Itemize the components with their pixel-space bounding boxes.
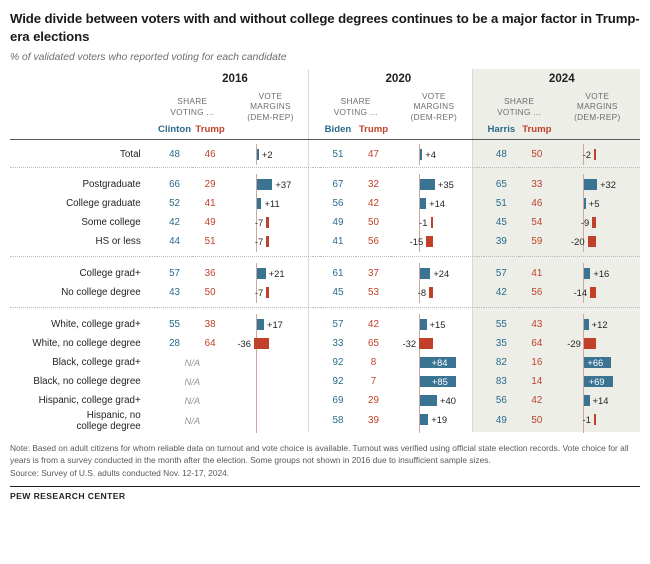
- dem-share: 65: [495, 178, 507, 190]
- rep-share: 50: [368, 216, 379, 228]
- margin-bar: [420, 268, 430, 279]
- row-label: Some college: [81, 216, 141, 228]
- rep-candidate-2024: Trump: [522, 124, 552, 136]
- margin-cell-y2016: [228, 334, 313, 353]
- margin-value: -29: [567, 337, 581, 349]
- margin-cell-y2024: [555, 315, 640, 334]
- margin-cell-y2020: [391, 264, 476, 283]
- margin-bar: [420, 414, 428, 425]
- margin-value: -9: [580, 216, 590, 228]
- rep-share: 38: [204, 318, 216, 330]
- margin-bar: [588, 236, 596, 247]
- rep-share: 64: [204, 337, 216, 349]
- rep-share: 50: [204, 286, 216, 298]
- share-voting-header: SHARE VOTING ...: [497, 96, 542, 117]
- rep-share: 14: [531, 375, 543, 387]
- dem-share: 39: [495, 235, 507, 247]
- rep-share: 49: [204, 216, 216, 228]
- brand-label: PEW RESEARCH CENTER: [10, 486, 640, 501]
- vote-margins-header: VOTE MARGINS (DEM-REP): [410, 91, 458, 122]
- rep-candidate-2020: Trump: [358, 124, 389, 136]
- margin-cell-y2016: [228, 410, 313, 433]
- margin-value: -32: [402, 337, 417, 349]
- dem-share: 51: [495, 197, 507, 209]
- margin-bar: [594, 414, 596, 425]
- dem-share: 58: [332, 415, 344, 427]
- margin-bar: [266, 287, 269, 298]
- margin-value: -15: [409, 235, 424, 247]
- margin-value: +37: [275, 178, 292, 190]
- margin-cell-y2020: [391, 410, 476, 433]
- dem-candidate-2020: Biden: [324, 124, 352, 136]
- dem-share: 92: [332, 356, 344, 368]
- rep-share: 39: [368, 415, 379, 427]
- margin-bar: [584, 395, 590, 406]
- margin-cell-y2024: [555, 145, 640, 164]
- share-voting-header: SHARE VOTING ...: [333, 96, 378, 117]
- na-cell: N/A: [184, 415, 201, 427]
- margin-bar: [254, 338, 269, 349]
- margin-cell-y2016: [228, 145, 313, 164]
- dem-share: 45: [332, 286, 344, 298]
- margin-value: -1: [419, 216, 428, 228]
- margin-cell-y2016: [228, 283, 313, 302]
- na-cell: N/A: [184, 356, 201, 368]
- margin-bar: [257, 268, 266, 279]
- margin-cell-y2016: [228, 315, 313, 334]
- year-header-2024: 2024: [548, 72, 575, 86]
- dem-share: 35: [495, 337, 507, 349]
- margin-cell-y2024: [555, 391, 640, 410]
- footnote: Note: Based on adult citizens for whom reliable data on turnout and vote choice is available. Turnout was verified using official state election records. Vote choice for all years is from a survey conducted in the month after the election. Some groups not shown in 2016 due to insufficient sample sizes.: [10, 443, 629, 466]
- rep-share: 56: [368, 235, 379, 247]
- dem-share: 48: [169, 148, 181, 160]
- row-label: Total: [120, 148, 141, 160]
- table-row: [10, 194, 640, 213]
- margin-cell-y2024: [555, 175, 640, 194]
- dem-share: 92: [332, 375, 344, 387]
- rep-share: 36: [204, 267, 216, 279]
- margin-cell-y2024: [555, 410, 640, 433]
- rep-share: 43: [531, 318, 543, 330]
- rep-share: 51: [204, 235, 216, 247]
- dem-share: 69: [332, 394, 344, 406]
- rep-share: 50: [531, 415, 543, 427]
- table-row: [10, 410, 640, 433]
- margin-value: +5: [588, 197, 600, 209]
- margin-cell-y2020: [391, 175, 476, 194]
- margin-cell-y2016: [228, 175, 313, 194]
- page-title: Wide divide between voters with and without college degrees continues to be a major factor in Trump-era elections: [10, 11, 640, 44]
- rep-share: 41: [204, 197, 216, 209]
- rep-candidate-2016: Trump: [195, 124, 225, 136]
- margin-cell-y2016: [228, 232, 313, 251]
- margin-cell-y2020: [391, 213, 476, 232]
- margin-bar: [420, 319, 426, 330]
- rep-share: 37: [368, 267, 379, 279]
- table-row: [10, 213, 640, 232]
- vote-margins-header: VOTE MARGINS (DEM-REP): [574, 91, 621, 122]
- dem-share: 52: [169, 197, 181, 209]
- table-row: [10, 353, 640, 372]
- margin-value: +14: [429, 197, 446, 209]
- table-row: [10, 264, 640, 283]
- chart-area: [10, 69, 640, 432]
- margin-value: -7: [254, 286, 264, 298]
- rep-share: 54: [531, 216, 543, 228]
- rep-share: 64: [531, 337, 543, 349]
- dem-share: 42: [495, 286, 507, 298]
- chart-subtitle: % of validated voters who reported voting for each candidate: [10, 52, 287, 64]
- margin-value: -1: [582, 413, 591, 425]
- margin-value: +12: [591, 318, 608, 330]
- rep-share: 16: [531, 356, 543, 368]
- candidate-header-row: [10, 124, 640, 140]
- margin-cell-y2020: [391, 283, 476, 302]
- table-row: [10, 175, 640, 194]
- year-header-row: [10, 69, 640, 91]
- margin-bar: [584, 268, 591, 279]
- margin-cell-y2024: [555, 372, 640, 391]
- rep-share: 29: [368, 394, 379, 406]
- dem-share: 82: [495, 356, 507, 368]
- rep-share: 56: [531, 286, 543, 298]
- rep-share: 47: [368, 148, 379, 160]
- rep-share: 65: [368, 337, 379, 349]
- column-subheader-row: [10, 91, 640, 124]
- dem-share: 61: [332, 267, 344, 279]
- table-row: [10, 391, 640, 410]
- margin-cell-y2016: [228, 213, 313, 232]
- margin-value: +32: [600, 178, 616, 190]
- rep-share: 7: [370, 375, 377, 387]
- dem-share: 41: [332, 235, 344, 247]
- margin-bar: [584, 179, 597, 190]
- margin-cell-y2020: [391, 232, 476, 251]
- margin-cell-y2024: [555, 194, 640, 213]
- margin-bar: [594, 149, 596, 160]
- margin-bar: [420, 198, 426, 209]
- margin-value: +35: [437, 178, 454, 190]
- margin-bar: [590, 287, 596, 298]
- rep-share: 46: [531, 197, 543, 209]
- margin-value: +19: [431, 413, 448, 425]
- margin-value: -7: [254, 235, 264, 247]
- vote-table: [10, 69, 640, 432]
- margin-value: +66: [587, 356, 604, 368]
- dem-share: 42: [169, 216, 181, 228]
- vote-margins-header: VOTE MARGINS (DEM-REP): [247, 91, 294, 122]
- table-row: [10, 334, 640, 353]
- margin-bar: [426, 236, 432, 247]
- table-row: [10, 283, 640, 302]
- margin-value: +2: [261, 148, 273, 160]
- margin-cell-y2020: [391, 391, 476, 410]
- margin-cell-y2020: [391, 334, 476, 353]
- margin-cell-y2024: [555, 283, 640, 302]
- dem-share: 44: [169, 235, 181, 247]
- margin-value: +69: [588, 375, 605, 387]
- margin-cell-y2016: [228, 353, 313, 372]
- margin-cell-y2020: [391, 145, 476, 164]
- margin-cell-y2024: [555, 353, 640, 372]
- margin-cell-y2016: [228, 194, 313, 213]
- margin-bar: [584, 319, 589, 330]
- row-label: White, no college degree: [32, 337, 141, 349]
- dem-candidate-2024: Harris: [487, 124, 516, 136]
- row-label: No college degree: [61, 286, 141, 298]
- dem-share: 51: [332, 148, 344, 160]
- table-row: [10, 315, 640, 334]
- rep-share: 41: [531, 267, 543, 279]
- margin-cell-y2020: [391, 315, 476, 334]
- margin-cell-y2024: [555, 213, 640, 232]
- margin-value: -2: [582, 148, 591, 160]
- dem-share: 33: [332, 337, 344, 349]
- dem-share: 57: [495, 267, 507, 279]
- dem-share: 45: [495, 216, 507, 228]
- margin-value: -36: [237, 337, 251, 349]
- margin-value: +21: [268, 267, 285, 279]
- margin-value: +16: [593, 267, 610, 279]
- na-cell: N/A: [184, 375, 201, 387]
- margin-value: +85: [431, 375, 448, 387]
- margin-value: -7: [254, 216, 264, 228]
- margin-bar: [584, 198, 586, 209]
- margin-value: +15: [429, 318, 446, 330]
- dem-share: 56: [495, 394, 507, 406]
- margin-cell-y2024: [555, 264, 640, 283]
- margin-cell-y2024: [555, 334, 640, 353]
- margin-value: +11: [264, 197, 280, 209]
- row-label: Postgraduate: [82, 178, 141, 190]
- margin-value: +24: [433, 267, 450, 279]
- row-label: Hispanic, no college degree: [76, 409, 141, 432]
- margin-bar: [257, 179, 273, 190]
- dem-share: 43: [169, 286, 181, 298]
- rep-share: 42: [531, 394, 543, 406]
- dem-share: 49: [332, 216, 344, 228]
- margin-bar: [420, 395, 437, 406]
- margin-cell-y2020: [391, 353, 476, 372]
- margin-cell-y2016: [228, 264, 313, 283]
- margin-value: +84: [431, 356, 448, 368]
- dem-share: 57: [332, 318, 344, 330]
- dem-share: 66: [169, 178, 181, 190]
- dem-share: 55: [495, 318, 507, 330]
- margin-value: +40: [440, 394, 456, 406]
- margin-bar: [257, 149, 259, 160]
- rep-share: 50: [531, 148, 543, 160]
- dem-share: 28: [169, 337, 181, 349]
- row-label: Black, no college degree: [33, 375, 141, 387]
- table-row: [10, 372, 640, 391]
- margin-value: -20: [571, 235, 585, 247]
- rep-share: 46: [204, 148, 216, 160]
- rep-share: 32: [368, 178, 379, 190]
- dem-share: 49: [495, 415, 507, 427]
- rep-share: 29: [204, 178, 216, 190]
- margin-cell-y2020: [391, 194, 476, 213]
- row-label: Black, college grad+: [52, 356, 141, 368]
- year-header-2020: 2020: [385, 72, 412, 86]
- margin-bar: [592, 217, 596, 228]
- row-label: College grad+: [79, 267, 141, 279]
- dem-share: 57: [169, 267, 181, 279]
- margin-cell-y2020: [391, 372, 476, 391]
- margin-cell-y2016: [228, 391, 313, 410]
- row-label: College graduate: [66, 197, 141, 209]
- margin-value: +14: [592, 394, 609, 406]
- dem-share: 67: [332, 178, 344, 190]
- margin-bar: [429, 287, 432, 298]
- margin-bar: [431, 217, 433, 228]
- margin-bar: [584, 338, 596, 349]
- dem-share: 83: [495, 375, 507, 387]
- row-label: HS or less: [95, 235, 141, 247]
- margin-value: +4: [425, 148, 436, 160]
- margin-cell-y2024: [555, 232, 640, 251]
- margin-value: -8: [417, 286, 427, 298]
- margin-bar: [257, 198, 262, 209]
- rep-share: 53: [368, 286, 379, 298]
- rep-share: 8: [370, 356, 377, 368]
- margin-value: -14: [573, 286, 588, 298]
- margin-bar: [420, 179, 435, 190]
- margin-bar: [257, 319, 264, 330]
- rep-share: 42: [368, 318, 379, 330]
- dem-share: 48: [495, 148, 507, 160]
- dem-share: 56: [332, 197, 344, 209]
- margin-bar: [420, 149, 422, 160]
- table-row: [10, 145, 640, 164]
- rep-share: 33: [531, 178, 543, 190]
- na-cell: N/A: [184, 394, 201, 406]
- margin-bar: [266, 217, 269, 228]
- source-line: Source: Survey of U.S. adults conducted Nov. 12-17, 2024.: [10, 467, 230, 478]
- row-label: Hispanic, college grad+: [38, 394, 141, 406]
- dem-candidate-2016: Clinton: [158, 124, 192, 136]
- rep-share: 59: [531, 235, 543, 247]
- margin-bar: [419, 338, 432, 349]
- margin-cell-y2016: [228, 372, 313, 391]
- margin-value: +17: [266, 318, 283, 330]
- table-row: [10, 232, 640, 251]
- share-voting-header: SHARE VOTING ...: [170, 96, 215, 117]
- margin-bar: [266, 236, 269, 247]
- row-label: White, college grad+: [51, 318, 141, 330]
- rep-share: 42: [368, 197, 379, 209]
- dem-share: 55: [169, 318, 181, 330]
- year-header-2016: 2016: [222, 72, 248, 86]
